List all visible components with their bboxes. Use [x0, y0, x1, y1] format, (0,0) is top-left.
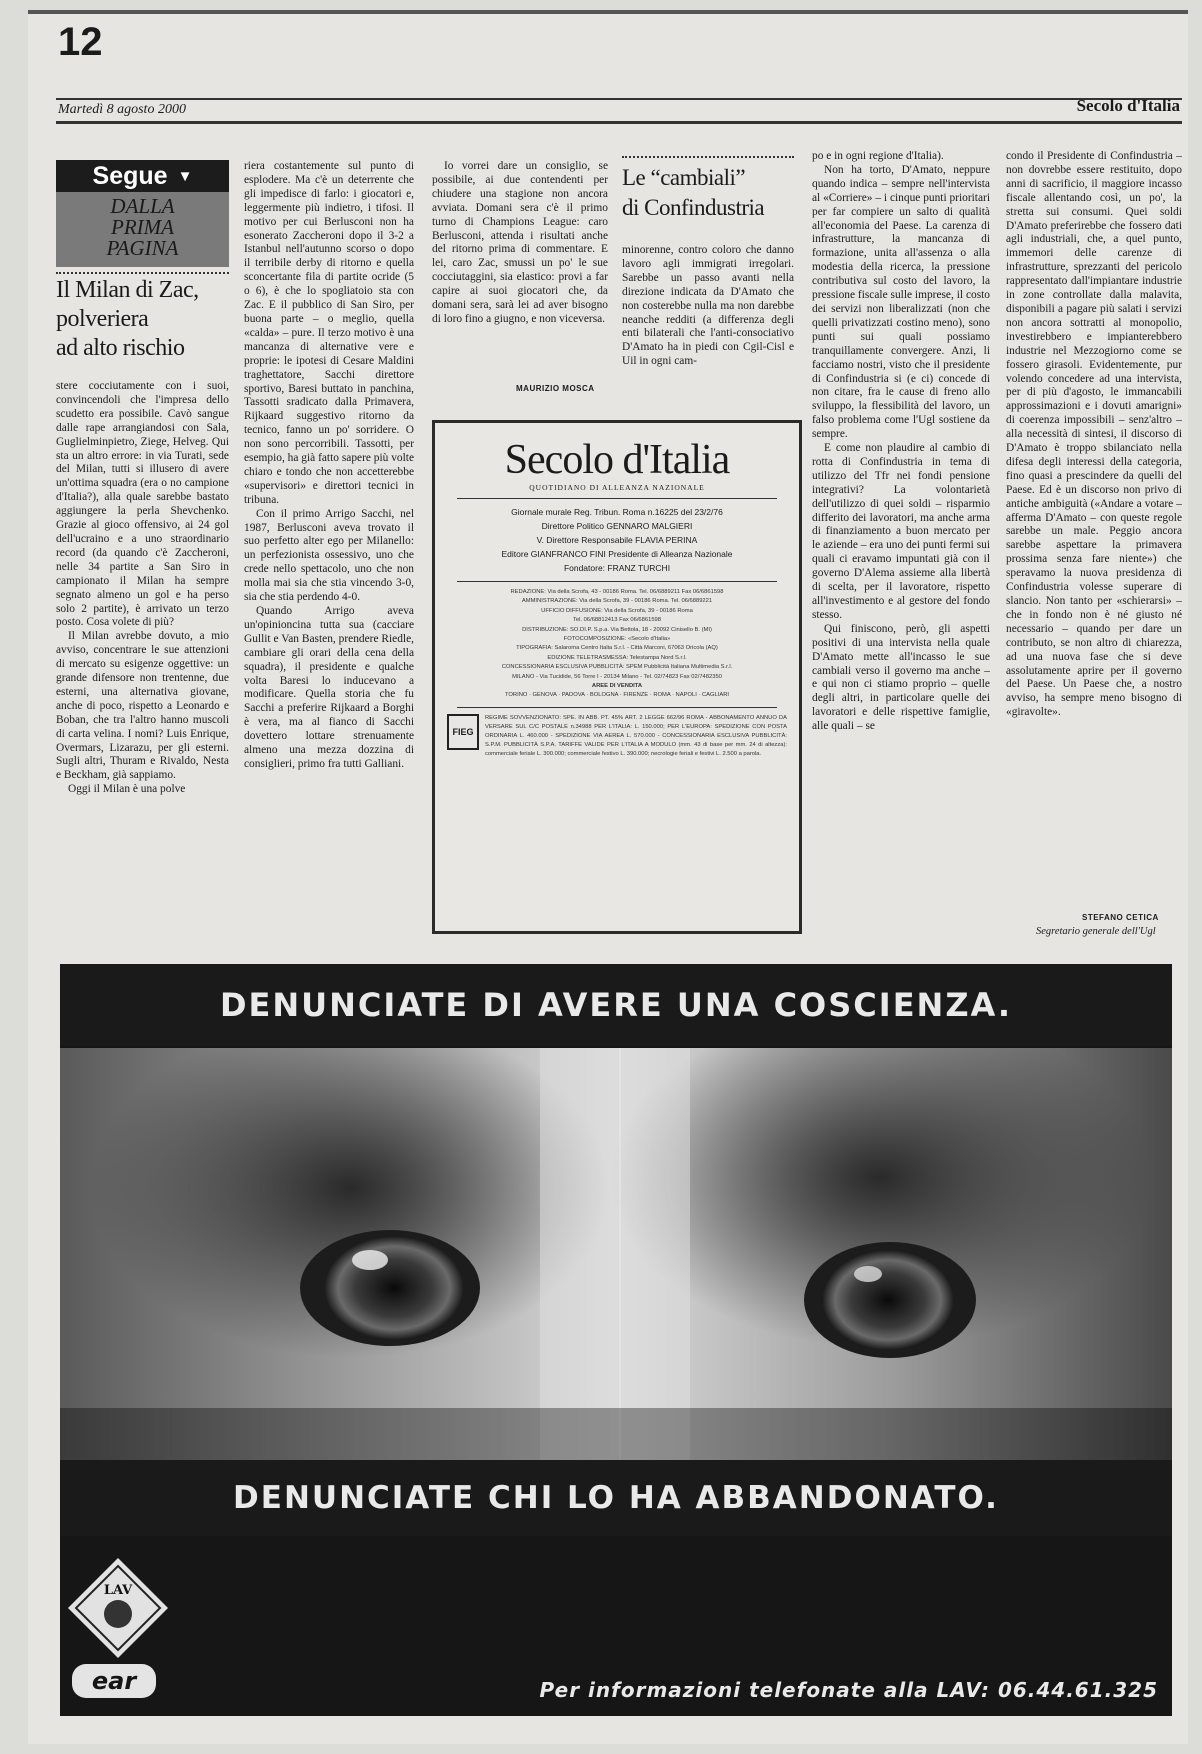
- ad-phone-text: Per informazioni telefonate alla LAV: 06.44.61.325: [539, 1678, 1158, 1702]
- masthead-info: Giornale murale Reg. Tribun. Roma n.16225 del 23/2/76: [511, 507, 723, 517]
- eye-highlight: [352, 1250, 388, 1270]
- segue-line: DALLA: [110, 194, 175, 218]
- masthead-info: Editore GIANFRANCO FINI Presidente di Alleanza Nazionale: [501, 549, 733, 559]
- masthead-rule: [457, 498, 777, 499]
- masthead-small-text: AMMINISTRAZIONE: Via della Scrofa, 39 - 00186 Roma. Tel. 06/6889221: [521, 598, 713, 605]
- headline-line: Le “cambiali”: [622, 165, 746, 190]
- masthead-small-text: UFFICIO DIFFUSIONE: Via della Scrofa, 39 - 00186 Roma: [541, 607, 693, 614]
- author-role: Segretario generale dell'Ugl: [1036, 926, 1156, 937]
- dotted-divider: [56, 272, 229, 274]
- article-column: [622, 244, 794, 396]
- masthead-small-text: FOTOCOMPOSIZIONE: «Secolo d'Italia»: [563, 636, 671, 643]
- article-column: [1006, 150, 1182, 912]
- dotted-divider: [622, 156, 794, 158]
- masthead-footer: [435, 714, 799, 759]
- masthead-rule: [457, 707, 777, 708]
- masthead-subtitle: QUOTIDIANO DI ALLEANZA NAZIONALE: [529, 483, 705, 492]
- paragraph: po e in ogni regione d'Italia).: [812, 150, 944, 162]
- masthead-info: Direttore Politico GENNARO MALGIERI: [541, 521, 693, 531]
- ad-bottom-text: DENUNCIATE CHI LO HA ABBANDONATO.: [60, 1460, 1172, 1536]
- paragraph: stere cocciutamente con i suoi, convincendoli che l'impresa dello scudetto era possibile. Cavò sangue dalle rape arrangiandosi con Sala, Guglielminpietro, Ziege, Helveg. Qui sta un altro errore: in via Turati, sede del Milan, tutti si illusero di avere un'ottima squadra (era o no campione d'Italia?), alla quale sarebbe bastato aggiungere la perla Shevchenko. Grazie al gioco offensivo, ai 24 gol dell'ucraino e a uno straordinario record (da quando c'è Zaccheroni, nelle 34 partite a San Siro in campionato il Milan ha sempre segnato almeno un gol e ha perso solo 2 partite), è arrivato un terzo posto. Cosa volete di più?: [56, 380, 229, 629]
- down-arrow-icon: ▼: [177, 168, 193, 186]
- masthead-small-text: REDAZIONE: Via della Scrofa, 43 - 00186 Roma. Tel. 06/6889211 Fax 06/6861598: [510, 589, 724, 595]
- lav-logo-text: LAV: [103, 1583, 133, 1598]
- masthead-info: Fondatore: FRANZ TURCHI: [563, 563, 671, 573]
- masthead-small-text: AREE DI VENDITA: [591, 683, 643, 690]
- masthead-small-text: DISTRIBUZIONE: SO.DI.P. S.p.a. Via Bettola, 18 - 20092 Cinisello B. (MI): [522, 626, 712, 633]
- article-column: [432, 160, 608, 382]
- masthead-footer-text: REGIME SOVVENZIONATO: SPE. IN ABB. PT. 45% ART. 2 LEGGE 662/96 ROMA - ABBONAMENTO ANNUO DA VERSARE SUL C/C POSTALE n.34988 PER L'ITALIA: L. 150.000; PER L'EUROPA: SPEDIZIONE CON POSTA ORDINARIA L. 460.000 - SPEDIZIONE VIA AEREA L. 570.000 - CONCESSIONARIA ESCLUSIVA PUBBLICITÀ: S.P.M. PUBBLICITÀ S.P.A. TARIFFE VALIDE PER L'ITALIA A MODULO (mm. 43 di base per mm. 24 di altezza): commerciale feriale L. 300.000; commerciale festivo L. 390.000; necrologie feriali e festivi L. 2.500 a parola.: [485, 714, 787, 757]
- article-column: [244, 160, 414, 936]
- paragraph: Il Milan avrebbe dovuto, a mio avviso, concentrare le sue attenzioni di mercato su esigenze oggettive: un grande difensore non trentenne, due esterni, una alternativa giovane, anche di poco, rispetto a Leonardo e Boban, che tra l'altro hanno muscoli di carta velina. I nomi? Luis Enrique, Overmars, Lizarazu, per gli esterni. Sugli altri, Thuram e Rivaldo, Nesta e Beckham, già sappiamo.: [56, 630, 229, 782]
- segue-label: Segue: [92, 162, 168, 190]
- segue-box: [56, 160, 229, 267]
- paragraph: minorenne, contro coloro che danno lavoro agli immigrati irregolari. Sarebbe un passo avanti nella direzione indicata da D'Amato che non costerebbe nulla ma non darebbe neanche redditi (a differenza degli enti bilaterali che l'anti-consociativo D'Amato ha in piedi con Cgil-Cisl e Uil in ogni cam-: [622, 244, 794, 368]
- segue-header: [56, 160, 229, 192]
- page-number: 12: [58, 20, 103, 64]
- ad-top-text: DENUNCIATE DI AVERE UNA COSCIENZA.: [60, 964, 1172, 1046]
- headline-line: di Confindustria: [622, 195, 765, 220]
- article-headline: [622, 163, 794, 223]
- masthead-title: Secolo d'Italia: [504, 437, 730, 483]
- header-rule-top: [56, 98, 1182, 100]
- advertisement: [60, 964, 1172, 1716]
- masthead-small-text: Tel. 06/68812413 Fax 06/6861598: [573, 617, 661, 624]
- author-signature: STEFANO CETICA: [1082, 913, 1159, 922]
- masthead-small-text: TORINO · GENOVA · PADOVA · BOLOGNA · FIRENZE · ROMA · NAPOLI · CAGLIARI: [504, 692, 730, 699]
- paragraph: Oggi il Milan è una polve: [68, 783, 186, 796]
- headline-line: Il Milan di Zac,: [56, 277, 199, 303]
- paragraph: Non ha torto, D'Amato, neppure quando indica – sempre nell'intervista al «Corriere» – i cinque punti prioritari per far compiere un salto di qualità all'economia del Paese. La carenza di infrastrutture, la mancanza di formazione, unita all'assenza o alla modestia della ricerca, la pressione contributiva sul costo del lavoro, la pressione fiscale sulle imprese, il costo dei servizi non liberalizzati (non che quelli privatizzati costino meno), sono punti sui quali possiamo tranquillamente convergere. Anzi, li facciamo nostri, visto che il presidente di Confindustria si (e ci) concede di non citare, fra le cause di freno allo sviluppo, la flessibilità del lavoro, un falso problema come l'Ugl sostiene da sempre.: [812, 163, 990, 441]
- masthead-rule: [457, 581, 777, 582]
- masthead-small-text: MILANO - Via Tucidide, 56 Torre I - 20134 Milano - Tel. 02/74823 Fax 02/7482350: [512, 673, 722, 680]
- article-column: [812, 150, 990, 940]
- masthead-info: V. Direttore Responsabile FLAVIA PERINA: [536, 535, 698, 545]
- segue-line: PAGINA: [106, 236, 179, 260]
- headline-line: ad alto rischio: [56, 335, 185, 361]
- right-eye: [822, 1250, 954, 1350]
- globe-icon: [104, 1600, 132, 1628]
- masthead-small-text: EDIZIONE TELETRASMESSA: Telestampa Nord S.r.l.: [547, 654, 687, 661]
- lav-logo: [66, 1556, 170, 1660]
- segue-line: PRIMA: [111, 215, 174, 239]
- paragraph: Con il primo Arrigo Sacchi, nel 1987, Berlusconi aveva trovato il suo perfetto alter ego per Milanello: un perfezionista ossessivo, uno che crede nello spettacolo, uno che non molla mai sia che stia vincendo 3-0, sia che stia perdendo 4-0.: [244, 507, 414, 604]
- eye-highlight: [854, 1266, 882, 1282]
- masthead-small: Secolo d'Italia: [1076, 96, 1180, 115]
- article-headline: [56, 276, 231, 363]
- headline-line: polveriera: [56, 306, 149, 332]
- paragraph: Quando Arrigo aveva un'opinioncina tutta sua (cacciare Gullit e Van Basten, prendere Riedle, cambiare gli orari della cena della squadra), il presidente e qualche volta Baresi lo inducevano a modificare. Quella storia che fu Sacchi a preferire Rijkaard a Borghi è vera, ma al fianco di Sacchi dovettero lottare strenuamente almeno una mezza dozzina di consiglieri, primo fra tutti Galliani.: [244, 605, 414, 770]
- left-eye: [324, 1236, 464, 1340]
- author-signature: MAURIZIO MOSCA: [516, 384, 595, 393]
- page-date: Martedì 8 agosto 2000: [58, 102, 186, 117]
- top-border: [28, 10, 1188, 14]
- article-column: [56, 380, 229, 932]
- paragraph: Qui finiscono, però, gli aspetti positivi di una intervista nella quale D'Amato mette all'incasso le sue cambiali verso il governo ma anche – e qui non ci stiamo proprio – quelle degli altri, in particolare quelle dei lavoratori e delle rispettive famiglie, alle quali – se: [812, 622, 990, 733]
- fieg-logo: FIEG: [447, 714, 479, 750]
- ear-logo: ear: [72, 1664, 156, 1698]
- masthead-box: [432, 420, 802, 934]
- photo-shadow: [60, 1408, 1172, 1460]
- muzzle-blaze: [540, 1048, 690, 1460]
- paragraph: condo il Presidente di Confindustria – non dovrebbe essere restituito, dopo anni di sacrificio, il maggiore incasso fiscale allentando così, un po', la stretta sui consumi. Quei soldi D'Amato preferirebbe che fossero dati agli industriali, che, a quel punto, immemori delle carenze di infrastrutture, sprezzanti del pericolo rappresentato dall'impiantare industrie in zone controllate dalla malavita, disponibili a pagare più salati i servizi non ancora sottratti al monopolio, investirebbero e impianterebbero industrie nel Mezzogiorno come se fossero girasoli. Evidentemente, pur volendo concedere ad una intervista, per di più d'agosto, le immancabili approssimazioni e i dovuti amarigni» di coerenza impossibili – senz'altro – alla necessità di sintesi, il discorso di D'Amato è troppo sbilanciato nella difesa degli interessi della categoria, fino quasi a prescindere da quelli del Paese. Ed è un discorso non privo di antiche ambiguità («Andare a votare – afferma D'Amato – con queste regole sarebbe un male. Peggio ancora sarebbe aspettare la primavera prossima senza fare niente») che speravamo la nuova presidenza di Confindustria volesse superare di slancio. Non tanto per «schierarsi» – che in fondo non è né giusto né necessario – quando per dare un contributo, se non altro di chiarezza, ad una nuova fase che si deve assolutamente aprire per il governo del Paese. Un Paese che, a nostro avviso, ha sempre meno bisogno di «giravolte».: [1006, 150, 1182, 719]
- paragraph: riera costantemente sul punto di esplodere. Ma c'è un deterrente che gli impedisce di farlo: i giocatori e, leggermente più indietro, i tifosi. Il motivo per cui Berlusconi non ha esonerato Zaccheroni dopo il 3-2 a Istanbul nell'autunno scorso o dopo il terribile derby di ritorno e quella sconcertante fila di partite ocride (5 o 6), è che lo spogliatoio sta con Zac. E il pubblico di San Siro, per buona parte – o meglio, quella «calda» – pure. Il terzo motivo è una mancanza di alternative vere e proprie: le ipotesi di Cesare Maldini traghettatore, Sacchi direttore sportivo, Baresi buttato in panchina, Tassotti sradicato dalla Primavera, Rijkaard suggestivo ritorno da tecnico, fanno un po' sorridere. O non sono percorribili. Tassotti, per esempio, ha già fatto sapere più volte chiaro e tondo che non accetterebbe «supervisori» e direttori tecnici in tribuna.: [244, 160, 414, 506]
- dog-eyes-photo: [60, 1048, 1172, 1460]
- segue-subtitle: [56, 196, 229, 259]
- header-rule-bottom: [56, 121, 1182, 124]
- paragraph: E come non plaudire al cambio di rotta di Confindustria in tema di utilizzo del Tfr nei fondi pensione integrativi? La volontarietà dell'utilizzo di quei soldi – risparmio differito dei lavoratori, ma anche arma di finanziamento a buon mercato per le aziende – era uno dei punti fermi sui quali ci eravamo impuntati già con il governo D'Alema assieme alla libertà di scelta, per il lavoratore, rispetto all'investimento e al gestore del fondo stesso.: [812, 442, 990, 621]
- masthead-small-text: TIPOGRAFIA: Salaroma Centro Italia S.r.l. - Città Marconi, 67063 Oricola (AQ): [516, 645, 718, 652]
- masthead-small-text: CONCESSIONARIA ESCLUSIVA PUBBLICITÀ: SPEM Pubblicità Italiana Multimedia S.r.l.: [501, 664, 733, 671]
- paragraph: Io vorrei dare un consiglio, se possibile, ai due contendenti per chiudere una stagione non ancora avviata. Domani sera c'è il primo turno di Champions League: caro Berlusconi, attenda i risultati anche del ritorno prima di commentare. E lei, caro Zac, smussi un po' le sue cocciutaggini, sia elastico: provi a far capire ai suoi giocatori che, da domani sera, sarà lei ad aver bisogno di loro fino a giugno, e non viceversa.: [432, 160, 608, 325]
